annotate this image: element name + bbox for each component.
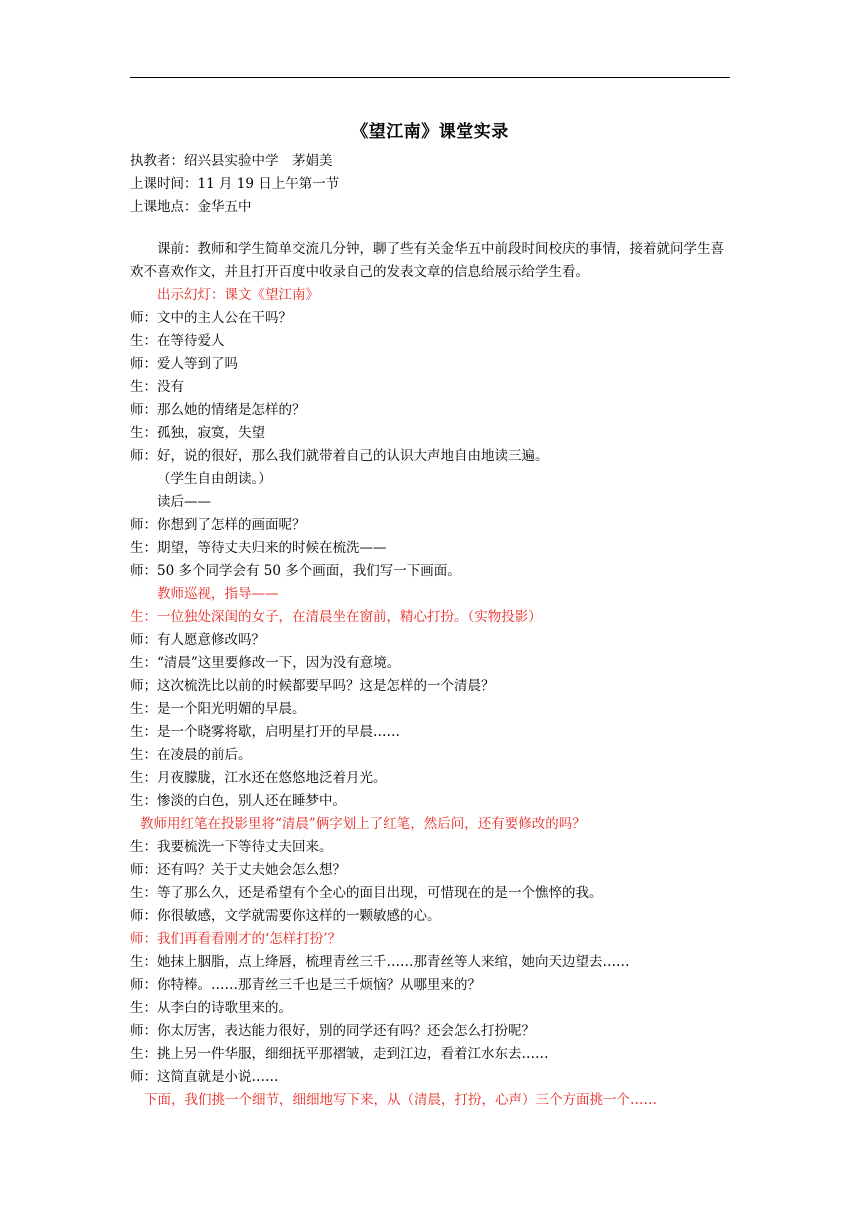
teacher-action-note: 教师巡视，指导—— bbox=[157, 586, 279, 602]
dialogue-line: 生：月夜朦胧，江水还在悠悠地泛着月光。 bbox=[130, 770, 387, 786]
dialogue-line: 师：还有吗？关于丈夫她会怎么想？ bbox=[130, 862, 346, 878]
teacher-action-note: 下面，我们挑一个细节，细细地写下来，从（清晨，打扮，心声）三个方面挑一个…… bbox=[144, 1092, 657, 1108]
dialogue-line: 生：“清晨”这里要修改一下，因为没有意境。 bbox=[130, 655, 401, 671]
dialogue-line: 生：期望，等待丈夫归来的时候在梳洗—— bbox=[130, 540, 387, 556]
teacher-line: 执教者：绍兴县实验中学 茅娟美 bbox=[130, 153, 333, 169]
dialogue-line: 师：文中的主人公在干吗？ bbox=[130, 310, 292, 326]
header-rule bbox=[130, 77, 730, 78]
lesson-meta bbox=[130, 150, 730, 219]
teacher-action-note: 教师用红笔在投影里将“清晨”俩字划上了红笔，然后问，还有要修改的吗？ bbox=[140, 816, 586, 832]
dialogue-line: 生：是一个阳光明媚的早晨。 bbox=[130, 701, 306, 717]
document-title: 《望江南》课堂实录 bbox=[351, 122, 509, 142]
dialogue-line: 师：你想到了怎样的画面呢？ bbox=[130, 517, 306, 533]
dialogue-line: 师：好，说的很好，那么我们就带着自己的认识大声地自由地读三遍。 bbox=[130, 448, 549, 464]
time-line: 上课时间：11 月 19 日上午第一节 bbox=[130, 176, 340, 192]
dialogue-line: 师：你很敏感，文学就需要你这样的一颗敏感的心。 bbox=[130, 908, 441, 924]
dialogue-line: 师：有人愿意修改吗？ bbox=[130, 632, 265, 648]
intro-paragraph: 课前：教师和学生简单交流几分钟，聊了些有关金华五中前段时间校庆的事情，接着就问学生喜欢不喜欢作文，并且打开百度中收录自己的发表文章的信息给展示给学生看。 bbox=[130, 241, 724, 280]
dialogue-line: 师；这次梳洗比以前的时候都要早吗？这是怎样的一个清晨？ bbox=[130, 678, 495, 694]
dialogue-line: 师：爱人等到了吗 bbox=[130, 356, 238, 372]
transcript-body bbox=[130, 238, 730, 1112]
dialogue-line: 生：惨淡的白色，别人还在睡梦中。 bbox=[130, 793, 346, 809]
dialogue-line: 生：是一个晓雾将歇，启明星打开的早晨…… bbox=[130, 724, 400, 740]
dialogue-line: 生：她抹上胭脂，点上绛唇，梳理青丝三千……那青丝等人来绾，她向天边望去…… bbox=[130, 954, 630, 970]
dialogue-line: 生：我要梳洗一下等待丈夫回来。 bbox=[130, 839, 333, 855]
dialogue-line: 生：在等待爱人 bbox=[130, 333, 225, 349]
dialogue-line: 师：50 多个同学会有 50 多个画面，我们写一下画面。 bbox=[130, 563, 461, 579]
dialogue-line: 生：从李白的诗歌里来的。 bbox=[130, 1000, 292, 1016]
dialogue-line: 生：挑上另一件华服，细细抚平那褶皱，走到江边，看着江水东去…… bbox=[130, 1046, 549, 1062]
dialogue-line-highlight: 生：一位独处深闺的女子，在清晨坐在窗前，精心打扮。（实物投影） bbox=[130, 609, 542, 625]
dialogue-line-highlight: 师：我们再看看刚才的‘怎样打扮’？ bbox=[130, 931, 342, 947]
dialogue-line: 生：孤独，寂寞，失望 bbox=[130, 425, 265, 441]
dialogue-line: 师：这简直就是小说…… bbox=[130, 1069, 279, 1085]
place-line: 上课地点：金华五中 bbox=[130, 199, 252, 215]
stage-note: （学生自由朗读。） bbox=[157, 471, 272, 487]
dialogue-line: 生：在凌晨的前后。 bbox=[130, 747, 252, 763]
dialogue-line: 生：没有 bbox=[130, 379, 184, 395]
dialogue-line: 师：你太厉害，表达能力很好，别的同学还有吗？还会怎么打扮呢？ bbox=[130, 1023, 535, 1039]
slide-note: 出示幻灯：课文《望江南》 bbox=[157, 287, 319, 303]
dialogue-line: 师：你特棒。……那青丝三千也是三千烦恼？从哪里来的？ bbox=[130, 977, 481, 993]
dialogue-line: 生：等了那么久，还是希望有个全心的面目出现，可惜现在的是一个憔悴的我。 bbox=[130, 885, 603, 901]
stage-note: 读后—— bbox=[157, 494, 211, 510]
dialogue-line: 师：那么她的情绪是怎样的？ bbox=[130, 402, 306, 418]
